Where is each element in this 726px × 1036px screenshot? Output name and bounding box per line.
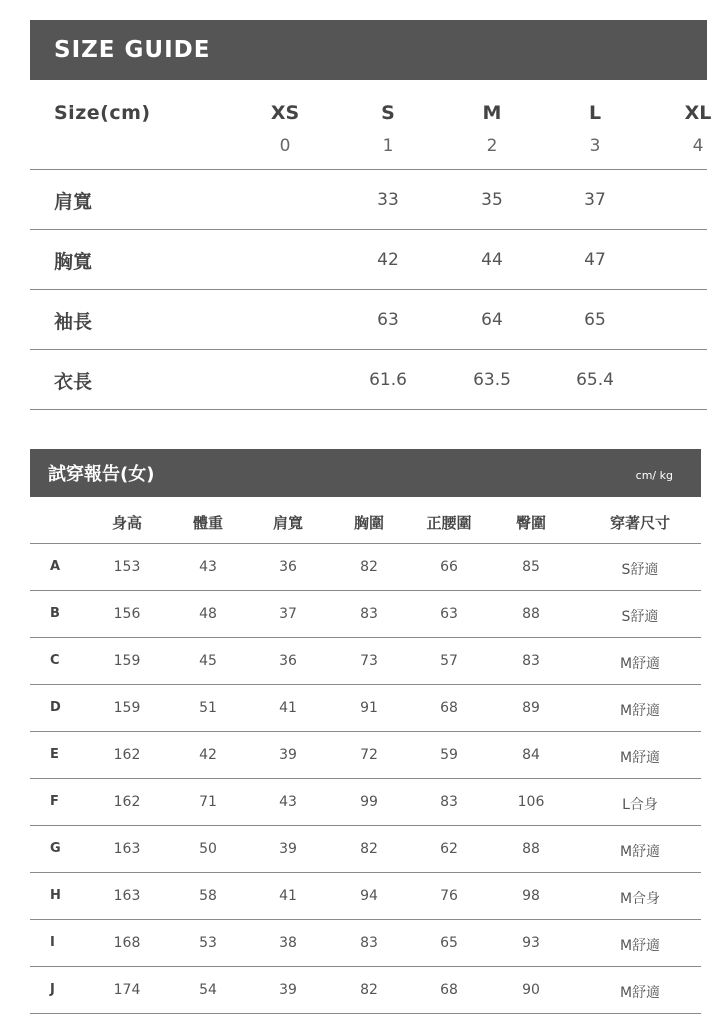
measurement-label: 袖長: [54, 311, 93, 333]
table-cell: 72: [360, 747, 378, 763]
row-id: G: [50, 841, 61, 856]
table-cell: 174: [113, 982, 141, 998]
table-cell: 82: [360, 982, 378, 998]
measurement-value: 65.4: [576, 370, 614, 390]
table-row: [30, 638, 701, 685]
measurement-value: 42: [377, 250, 399, 270]
table-cell: 71: [199, 794, 217, 810]
table-cell: 62: [440, 841, 458, 857]
table-cell: 91: [360, 700, 378, 716]
table-row: [30, 873, 701, 920]
table-cell: 36: [279, 653, 297, 669]
row-id: H: [50, 888, 61, 903]
table-cell: 162: [113, 794, 141, 810]
size-number: 4: [692, 136, 704, 156]
measurement-value: 65: [584, 310, 606, 330]
column-header: 穿著尺寸: [609, 514, 670, 532]
table-cell: 159: [113, 653, 141, 669]
try-on-header: [30, 449, 701, 497]
size-guide-title: SIZE GUIDE: [30, 20, 707, 80]
measurement-value: 63: [377, 310, 399, 330]
table-cell: 162: [113, 747, 141, 763]
table-cell: 41: [279, 888, 297, 904]
table-cell: M舒適: [619, 703, 661, 719]
table-cell: 48: [199, 606, 217, 622]
table-row: [30, 920, 701, 967]
table-cell: 37: [279, 606, 297, 622]
table-cell: M合身: [619, 891, 661, 907]
measurement-value: 64: [481, 310, 503, 330]
column-header: 正腰圍: [426, 514, 472, 532]
table-cell: L合身: [622, 797, 658, 813]
row-id: B: [50, 606, 60, 621]
table-cell: 73: [360, 653, 378, 669]
size-label: Size(cm): [54, 102, 151, 124]
size-number: 3: [589, 136, 601, 156]
table-cell: 39: [279, 841, 297, 857]
measurement-value: 33: [377, 190, 399, 210]
table-cell: 66: [440, 559, 458, 575]
measurement-label: 肩寬: [54, 191, 93, 213]
table-cell: 36: [279, 559, 297, 575]
table-row: [30, 779, 701, 826]
row-id: E: [50, 747, 59, 762]
table-cell: 41: [279, 700, 297, 716]
table-row: [30, 544, 701, 591]
table-row: [30, 826, 701, 873]
table-cell: 168: [113, 935, 141, 951]
row-id: D: [50, 700, 61, 715]
measurement-row-chest: [30, 230, 707, 290]
table-cell: 93: [522, 935, 540, 951]
table-cell: 63: [440, 606, 458, 622]
table-cell: 68: [440, 982, 458, 998]
table-cell: 43: [279, 794, 297, 810]
table-row: [30, 732, 701, 779]
measurement-value: 61.6: [369, 370, 407, 390]
table-cell: 83: [360, 935, 378, 951]
table-cell: 85: [522, 559, 540, 575]
table-cell: M舒適: [619, 938, 661, 954]
row-id: C: [50, 653, 60, 668]
table-cell: 50: [199, 841, 217, 857]
table-cell: 65: [440, 935, 458, 951]
table-cell: 39: [279, 982, 297, 998]
table-cell: M舒適: [619, 656, 661, 672]
table-cell: 51: [199, 700, 217, 716]
table-cell: 43: [199, 559, 217, 575]
measurement-label: 胸寬: [54, 251, 93, 273]
table-cell: 98: [522, 888, 540, 904]
measurement-value: 37: [584, 190, 606, 210]
measurement-row-length: [30, 350, 707, 410]
size-header-row: [30, 80, 712, 170]
table-cell: 163: [113, 841, 141, 857]
size-code: M: [482, 102, 502, 124]
table-cell: 94: [360, 888, 378, 904]
table-cell: 38: [279, 935, 297, 951]
table-row: [30, 591, 701, 638]
size-number: 0: [279, 136, 291, 156]
table-row: [30, 685, 701, 732]
row-id: A: [50, 559, 61, 574]
column-header: 身高: [111, 514, 142, 532]
measurement-label: 衣長: [54, 371, 93, 393]
table-cell: 156: [113, 606, 141, 622]
table-cell: M舒適: [619, 985, 661, 1001]
table-cell: S舒適: [621, 562, 659, 578]
column-header: 肩寬: [272, 514, 303, 532]
table-cell: 84: [522, 747, 540, 763]
measurement-value: 63.5: [473, 370, 511, 390]
table-cell: 83: [522, 653, 540, 669]
row-id: F: [50, 794, 59, 809]
measurement-row-sleeve: [30, 290, 707, 350]
table-cell: M舒適: [619, 750, 661, 766]
measurement-value: 35: [481, 190, 503, 210]
table-cell: S舒適: [621, 609, 659, 625]
size-number: 1: [382, 136, 394, 156]
table-cell: 88: [522, 606, 540, 622]
size-number: 2: [486, 136, 498, 156]
table-cell: 153: [113, 559, 141, 575]
table-cell: 83: [440, 794, 458, 810]
measurement-value: 47: [584, 250, 606, 270]
size-code: XL: [684, 102, 712, 124]
row-id: I: [50, 935, 55, 950]
unit-label: cm/ kg: [635, 469, 673, 482]
column-header: 胸圍: [353, 514, 384, 532]
row-id: J: [50, 982, 55, 997]
try-on-column-headers: [30, 497, 701, 544]
table-cell: 42: [199, 747, 217, 763]
table-cell: 54: [199, 982, 217, 998]
table-cell: 76: [440, 888, 458, 904]
table-cell: 88: [522, 841, 540, 857]
column-header: 體重: [192, 514, 223, 532]
measurement-row-shoulder: [30, 170, 707, 230]
table-cell: 159: [113, 700, 141, 716]
measurement-value: 44: [481, 250, 503, 270]
table-cell: 90: [522, 982, 540, 998]
table-cell: 68: [440, 700, 458, 716]
table-cell: 82: [360, 841, 378, 857]
table-cell: M舒適: [619, 844, 661, 860]
column-header: 臀圍: [515, 514, 546, 532]
try-on-title: 試穿報告(女): [48, 464, 155, 485]
table-cell: 53: [199, 935, 217, 951]
table-cell: 57: [440, 653, 458, 669]
table-row: [30, 967, 701, 1014]
table-cell: 99: [360, 794, 378, 810]
table-cell: 163: [113, 888, 141, 904]
table-cell: 83: [360, 606, 378, 622]
size-code: S: [381, 102, 395, 124]
size-code: L: [588, 102, 602, 124]
table-cell: 45: [199, 653, 217, 669]
table-cell: 106: [517, 794, 545, 810]
table-cell: 59: [440, 747, 458, 763]
table-cell: 39: [279, 747, 297, 763]
size-code: XS: [270, 102, 300, 124]
table-cell: 58: [199, 888, 217, 904]
table-cell: 89: [522, 700, 540, 716]
table-cell: 82: [360, 559, 378, 575]
